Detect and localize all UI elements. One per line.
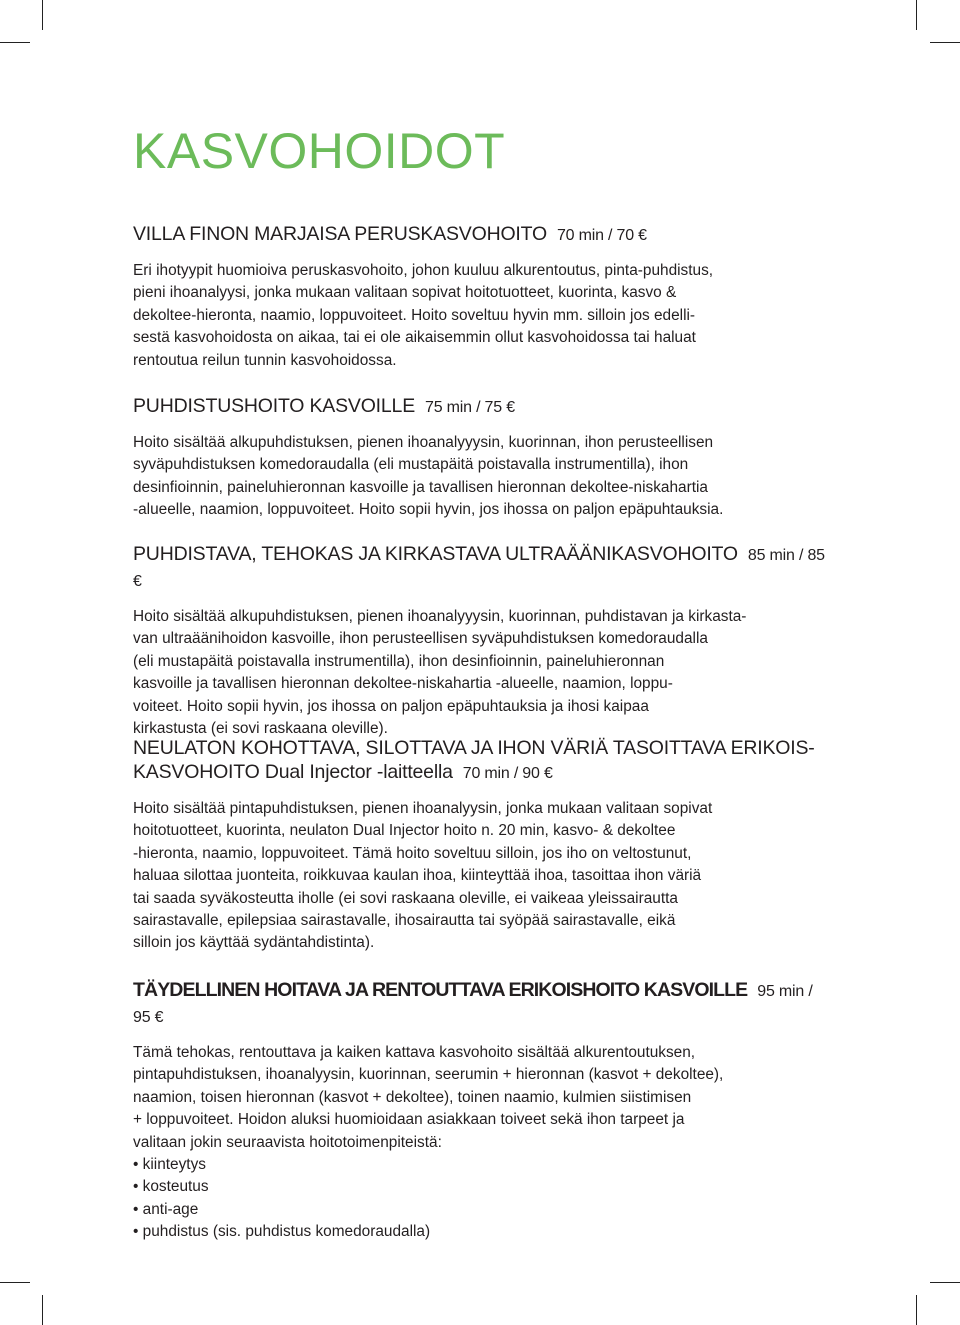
- treatment-title-line2: KASVOHOITO: [133, 761, 260, 783]
- treatment-description: [133, 260, 833, 372]
- list-item: [133, 1199, 833, 1221]
- description-line: sairastavalle, epilepsiaa sairastavalle, ihosairautta tai syöpää sairastavalle, eikä: [133, 912, 676, 930]
- crop-mark-top-left-h: [0, 42, 30, 43]
- description-line: desinfioinnin, paineluhieronnan kasvoille ja tavallisen hieronnan dekoltee-niskahartia: [133, 478, 708, 496]
- description-line: kasvoille ja tavallisen hieronnan dekoltee-niskahartia -alueelle, naamion, loppu-: [133, 675, 673, 693]
- description-line: hoitotuotteet, kuorinta, neulaton Dual Injector hoito n. 20 min, kasvo- & dekoltee: [133, 822, 676, 840]
- treatment-heading: [133, 222, 833, 248]
- crop-mark-bottom-left-h: [0, 1282, 30, 1283]
- crop-mark-top-right-v: [916, 0, 917, 30]
- treatment-erikoishoito: [133, 978, 833, 1244]
- description-line: haluaa silottaa juonteita, roikkuvaa kaulan ihoa, kiinteyttää ihoa, tasoittaa ihon väriä: [133, 867, 702, 885]
- treatment-puhdistushoito: [133, 394, 833, 522]
- description-line: syväpuhdistuksen komedoraudalla (eli mustapäitä poistavalla instrumentilla), ihon: [133, 456, 689, 474]
- treatment-title-line1: NEULATON KOHOTTAVA, SILOTTAVA JA IHON VÄRIÄ TASOITTAVA ERIKOIS-: [133, 737, 815, 759]
- list-item: [133, 1221, 833, 1243]
- treatment-dual-injector: [133, 736, 833, 955]
- treatment-ultraaanikasvohoito: [133, 542, 833, 740]
- description-line: + loppuvoiteet. Hoidon aluksi huomioidaan asiakkaan toiveet sekä ihon tarpeet ja: [133, 1111, 685, 1129]
- treatment-device: Dual Injector -laitteella: [264, 761, 453, 783]
- treatment-heading: [133, 978, 833, 1030]
- description-line: Tämä tehokas, rentouttava ja kaiken kattava kasvohoito sisältää alkurentoutuksen,: [133, 1044, 696, 1061]
- description-line: van ultraäänihoidon kasvoille, ihon perusteellisen syväpuhdistuksen komedoraudalla: [133, 630, 708, 648]
- description-line: valitaan jokin seuraavista hoitotoimenpiteistä:: [133, 1133, 442, 1151]
- treatment-price: 85 min / 85 €: [133, 547, 825, 590]
- option-label: anti-age: [142, 1200, 199, 1218]
- option-label: kosteutus: [142, 1178, 209, 1196]
- description-line: pintapuhdistuksen, ihoanalyysin, kuorinnan, seerumin + hieronnan (kasvot + dekoltee),: [133, 1066, 724, 1084]
- list-item: [133, 1154, 833, 1176]
- option-label: puhdistus (sis. puhdistus komedoraudalla): [142, 1223, 431, 1241]
- crop-mark-top-left-v: [42, 0, 43, 30]
- treatment-description: [133, 798, 833, 955]
- crop-mark-bottom-right-h: [930, 1282, 960, 1283]
- list-item: [133, 1176, 833, 1198]
- description-line: pieni ihoanalyysi, jonka mukaan valitaan sopivat hoitotuotteet, kuorinta, kasvo &: [133, 284, 677, 302]
- description-line: tai saada syväkosteutta iholle (ei sovi raskaana oleville, ei vaikeaa yleissairautta: [133, 889, 678, 907]
- treatment-title: PUHDISTAVA, TEHOKAS JA KIRKASTAVA ULTRAÄÄNIKASVOHOITO: [133, 543, 738, 565]
- description-line: rentoutua reilun tunnin kasvohoidossa.: [133, 351, 397, 369]
- description-line: voiteet. Hoito sopii hyvin, jos ihossa on paljon epäpuhtauksia ja ihosi kaipaa: [133, 697, 649, 715]
- description-line: dekoltee-hieronta, naamio, loppuvoiteet. Hoito soveltuu hyvin mm. silloin jos edelli-: [133, 306, 696, 324]
- treatment-description: [133, 432, 833, 522]
- description-line: Hoito sisältää pintapuhdistuksen, pienen ihoanalyysin, jonka mukaan valitaan sopivat: [133, 800, 713, 817]
- description-line: (eli mustapäitä poistavalla instrumentilla), ihon desinfioinnin, paineluhieronnan: [133, 652, 665, 670]
- description-line: Hoito sisältää alkupuhdistuksen, pienen ihoanalyyysin, kuorinnan, ihon perusteellisen: [133, 434, 714, 451]
- treatment-title: VILLA FINON MARJAISA PERUSKASVOHOITO: [133, 223, 547, 245]
- treatment-heading: [133, 542, 833, 594]
- treatment-heading: [133, 736, 833, 786]
- crop-mark-bottom-right-v: [916, 1295, 917, 1325]
- option-label: kiinteytys: [142, 1156, 206, 1174]
- description-line: silloin jos käyttää sydäntahdistinta).: [133, 934, 375, 952]
- description-line: Eri ihotyypit huomioiva peruskasvohoito, johon kuuluu alkurentoutus, pinta-puhdistus,: [133, 262, 714, 279]
- treatment-heading: [133, 394, 833, 420]
- crop-mark-top-right-h: [930, 42, 960, 43]
- treatment-peruskasvohoito: [133, 222, 833, 372]
- treatment-description: [133, 606, 833, 740]
- treatment-options-list: [133, 1154, 833, 1244]
- description-line: -alueelle, naamion, loppuvoiteet. Hoito sopii hyvin, jos ihossa on paljon epäpuhtauksia.: [133, 501, 724, 519]
- treatment-title: PUHDISTUSHOITO KASVOILLE: [133, 395, 415, 417]
- description-line: sestä kasvohoidosta on aikaa, tai ei ole aikaisemmin ollut kasvohoidossa tai haluat: [133, 329, 696, 347]
- description-line: kirkastusta (ei sovi raskaana oleville).: [133, 720, 388, 738]
- treatment-price: 75 min / 75 €: [425, 399, 515, 416]
- treatment-price: 70 min / 90 €: [462, 765, 553, 782]
- treatment-description: [133, 1042, 833, 1154]
- page-title: KASVOHOIDOT: [133, 123, 506, 179]
- treatment-price: 95 min / 95 €: [133, 983, 813, 1026]
- treatment-price: 70 min / 70 €: [556, 227, 647, 244]
- description-line: -hieronta, naamio, loppuvoiteet. Tämä hoito soveltuu silloin, jos iho on veltostunut,: [133, 844, 692, 862]
- treatment-title: TÄYDELLINEN HOITAVA JA RENTOUTTAVA ERIKOISHOITO KASVOILLE: [133, 979, 748, 1001]
- description-line: Hoito sisältää alkupuhdistuksen, pienen ihoanalyyysin, kuorinnan, puhdistavan ja kirkasta-: [133, 608, 747, 625]
- crop-mark-bottom-left-v: [42, 1295, 43, 1325]
- description-line: naamion, toisen hieronnan (kasvot + dekoltee), toinen naamio, kulmien siistimisen: [133, 1088, 692, 1106]
